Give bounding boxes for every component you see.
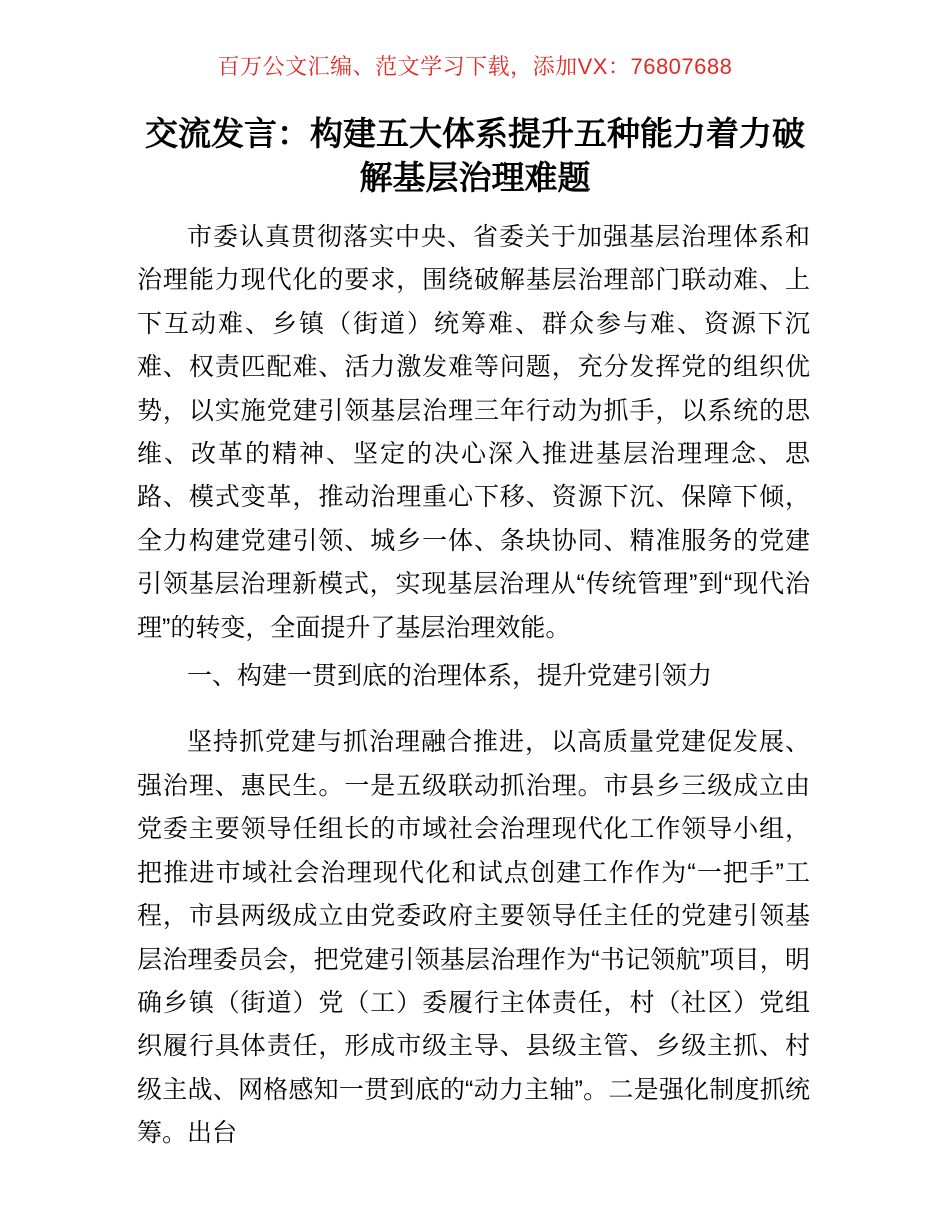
paragraph-intro: 市委认真贯彻落实中央、省委关于加强基层治理体系和治理能力现代化的要求，围绕破解基层治理部门联动难、上下互动难、乡镇（街道）统筹难、群众参与难、资源下沉难、权责匹配难、活力激发难等问题，充分发挥党的组织优势，以实施党建引领基层治理三年行动为抓手，以系统的思维、改革的精神、坚定的决心深入推进基层治理理念、思路、模式变革，推动治理重心下移、资源下沉、保障下倾，全力构建党建引领、城乡一体、条块协同、精准服务的党建引领基层治理新模式，实现基层治理从“传统管理”到“现代治理”的转变，全面提升了基层治理效能。 [137, 223, 810, 642]
promo-header: 百万公文汇编、范文学习下载，添加VX：76807688 [217, 54, 733, 79]
section-heading-1: 一、构建一贯到底的治理体系，提升党建引领力 [187, 662, 713, 691]
document-title: 交流发言：构建五大体系提升五种能力着力破解基层治理难题 [145, 115, 805, 196]
paragraph-section-1: 坚持抓党建与抓治理融合推进，以高质量党建促发展、强治理、惠民生。一是五级联动抓治理。市县乡三级成立由党委主要领导任组长的市域社会治理现代化工作领导小组，把推进市域社会治理现代化和试点创建工作作为“一把手”工程，市县两级成立由党委政府主要领导任主任的党建引领基层治理委员会，把党建引领基层治理作为“书记领航”项目，明确乡镇（街道）党（工）委履行主体责任，村（社区）党组织履行具体责任，形成市级主导、县级主管、乡级主抓、村级主战、网格感知一贯到底的“动力主轴”。二是强化制度抓统筹。出台 [137, 728, 810, 1148]
document-body [137, 216, 810, 1156]
